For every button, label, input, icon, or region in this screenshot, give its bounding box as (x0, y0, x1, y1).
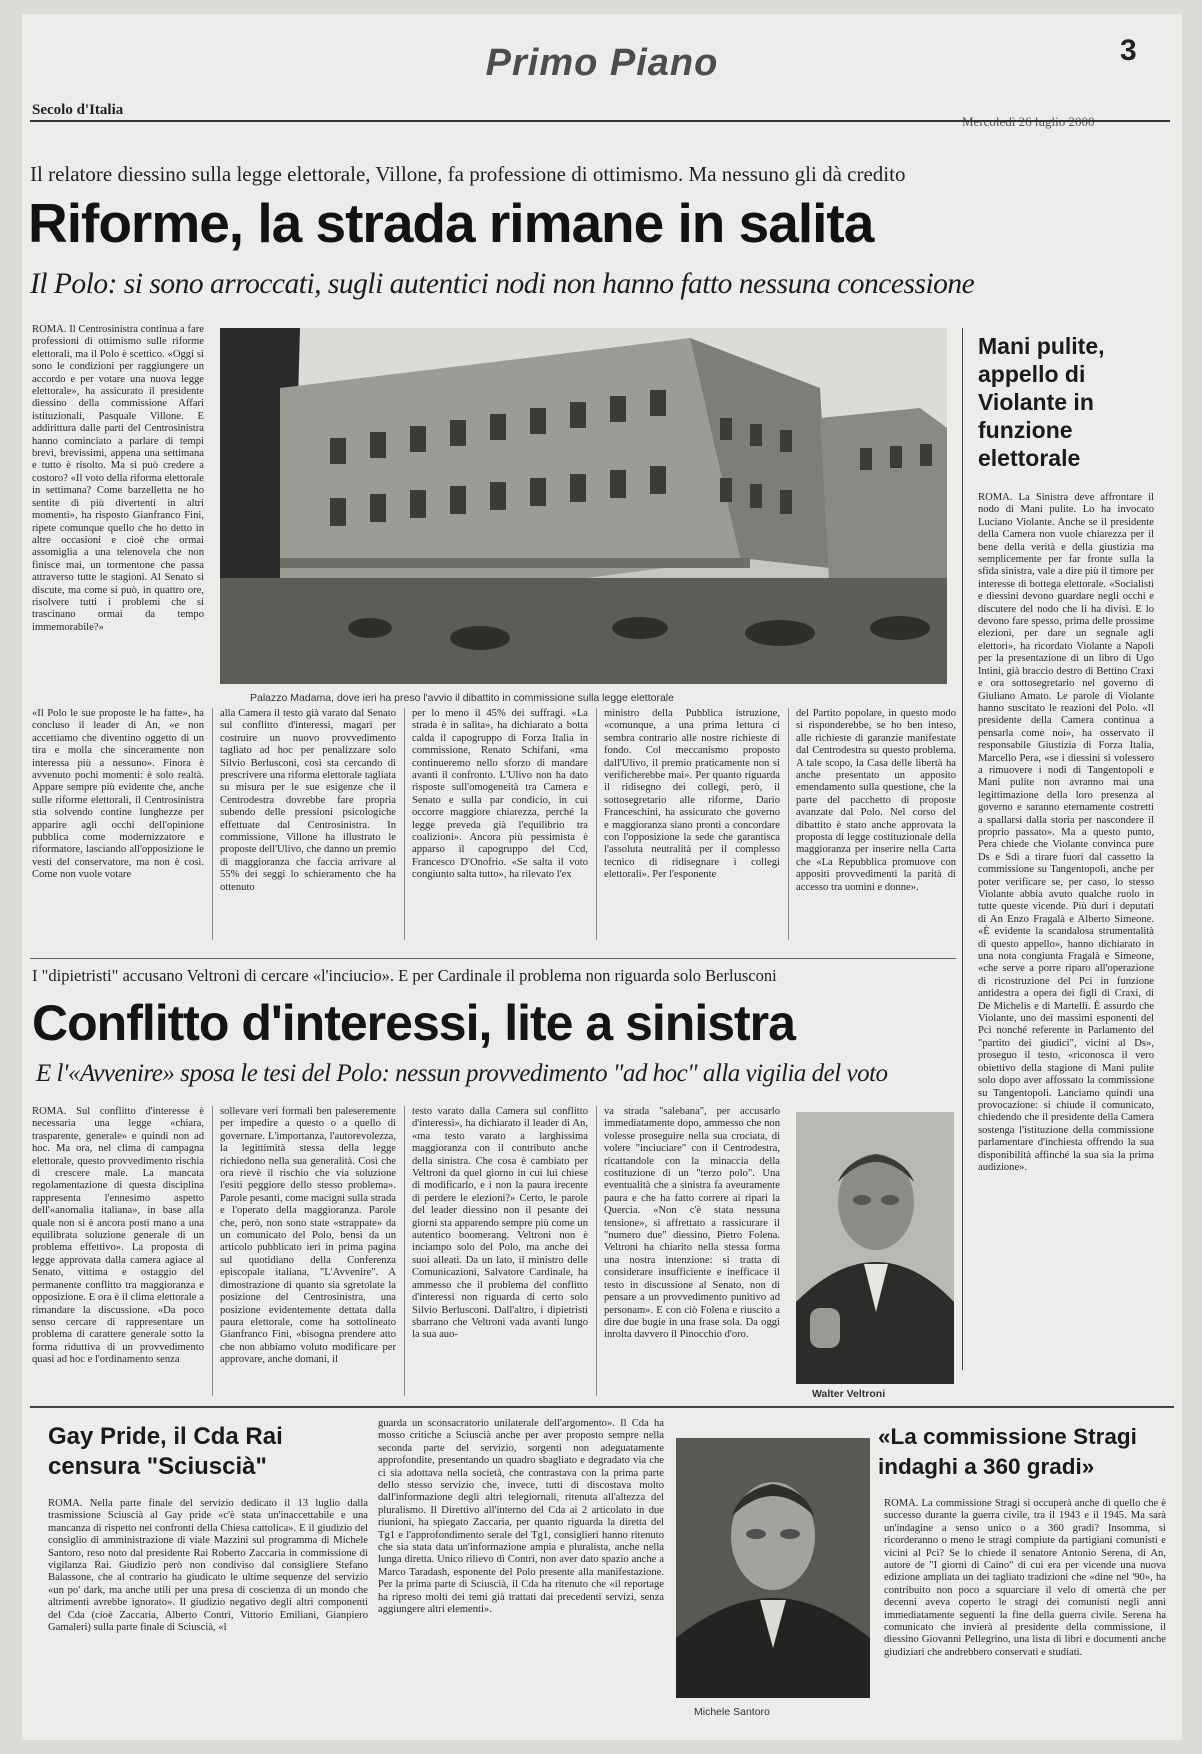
second-kicker: I "dipietristi" accusano Veltroni di cercare «l'inciucio». E per Cardinale il problema non riguarda solo Berlusconi (32, 966, 777, 985)
sidebar-headline: Mani pulite, appello di Violante in funzione elettorale (978, 333, 1105, 471)
second-subhead: E l'«Avvenire» sposa le tesi del Polo: nessun provvedimento "ad hoc" alla vigilia del voto (36, 1060, 888, 1087)
col-divider (212, 708, 213, 940)
col-divider (404, 708, 405, 940)
second-column-3: testo varato dalla Camera sul conflitto d'interessi», ha dichiarato il leader di An, «ma testo varato a larghissima maggioranza con il contributo anche della sinistra. Che cosa è cambiato per Veltroni da quel giorno in cui lui chiese di modificarlo, e i non la paura irecente di perdere le elezioni?» Certo, le parole del leader diessino non il pesante dei giorni sta apparendo sempre più come un autentico boomerang. Veltroni non è inciampo solo del Polo, ma anche dei suoi alleati. Da un lato, il ministro delle Comunicazioni, Salvatore Cardinale, ha ammesso che il problema del conflitto d'interessi non riguarda di certo solo Silvio Berlusconi. Dall'altro, i dipietristi sbarrano che Veltroni vada avanti lungo la sua auo- (412, 1106, 588, 1341)
newspaper-page (22, 14, 1182, 1740)
lead-column-4: ministro della Pubblica istruzione, «comunque, a una prima lettura ci sembra contrario alle nostre richieste di fondo. Col meccanismo proposto dall'Ulivo, il premio praticamente non si verificherebbe mai». Per quanto riguarda il ridisegno dei collegi, però, il sottosegretario alle riforme, Dario Franceschini, ha assicurato che governo e maggioranza siano pronti a concordare con l'opposizione la sede che garantisca l'assoluta neutralità per il complesso tecnico di ridisegnare i collegi elettorali». Per l'esponente (604, 708, 780, 881)
col-divider (788, 708, 789, 940)
lead-column-1: ROMA. Il Centrosinistra continua a fare professioni di ottimismo sulle riforme elettorali, ma il Polo è scettico. «Oggi si sono le condizioni per raggiungere un accordo e per votare una nuova legge elettorale», ha assicurato il presidente diessino della commissione Affari istituzionali, Pasquale Villone. E addirittura dalle parti del Centrosinistra hanno cominciato a parlare di tempi brevi, brevissimi, appena una settimana e tutto è risolto. Ma si può credere a costoro? «Il voto della riforma elettorale in settimana? Come barzelletta ne ho sentite di più divertenti in altri momenti», ha risposto Gianfranco Fini, ripete comunque quello che ho detto in altre occasioni e cioè che ormai assomiglia a una telenovela che non finisce mai, un tormentone che passa attraverso tutte le stagioni. Al Senato si discute, ma come si può, in quattro ore, risolvere tutti i problemi che si trascinano ormai da tempo immemorabile?» (32, 324, 204, 633)
palazzo-madama-image (220, 328, 947, 684)
gay-pride-column-2: guarda un sconsacratorio unilaterale dell'argomento». Il Cda ha mosso critiche a Sciuscià anche per aver proposto sempre nella seconda parte del servizio, sorgenti non adeguatamente approfondite, presentando un quadro sbagliato e degradato via che ci sia adottava nella società, che contrastava con la prima parte dello stesso servizio che, invece, tutti di discostava molto dall'informazione degli altri telegiornali, ritenuta all'altezza del pluralismo. Il Direttivo all'interno del Cda ai 2 articolato in due riunioni, ha spiegato Zaccaria, per quanto riguarda la diretta del Tg1 e l'approfondimento serale del Tg1, consiglieri hanno ritenuto che sia stata data un'informazione ampia e pluralista, anche nella lunga diretta. Unico rilievo di Contri, non aver dato spazio anche a Marco Taradash, esponente del Polo presente alla manifestazione. Per la prima parte di Sciuscià, il Cda ha ritenuto che «il reportage ha ripreso molti dei temi già trattati dai precedenti servizi, senza aggiungere altri elementi». (378, 1418, 664, 1616)
second-column-4: va strada "salebana", per accusarlo immediatamente dopo, ammesso che non volesse proseguire nella sua crociata, di volere "inciuciare" con il Centrodestra, ricattandole con la minaccia della costituzione di un "terzo polo". Una eventualità che a sinistra fa aveuramente paura e che ha fatto correre ai ripari la Quercia. «Non c'è stata nessuna tensione», si affrettato a rassicurare il "numero due" diessino, Pietro Folena. Veltroni ha chiarito nella stessa forma una nostra intenzione: si tratta di considerare insufficiente e inefficace il testo in discussione al Senato, non di pensare a un provvedimento punitivo ad personam». E con ciò Folena e riuscito a dire due bugie in una frase sola. Da oggi inrolta davvero il Pinocchio d'oro. (604, 1106, 780, 1341)
section-rule (30, 958, 956, 959)
gay-pride-column-1: ROMA. Nella parte finale del servizio dedicato il 13 luglio dalla trasmissione Sciuscià al Gay pride «c'è stata un'inaccettabile e una mancanza di rispetto nei confronti della Chiesa cattolica». E il giudizio del consiglio di amministrazione di viale Mazzini sul programma di Michele Santoro, reso noto dal presidente Rai Roberto Zaccaria in commissione di vigilanza Rai. Giudizio però non condiviso dal consigliere Stefano Balassone, che al contrario ha giudicato le ultime sequenze del servizio «un po' dark, ma anche utili per una presa di coscienza di un mondo che altrimenti avrebbe ignorato». Il giudizio negativo degli altri componenti del Cda (cioè Zaccaria, Alberto Contri, Vittorio Emiliani, Gianpiero Gamaleri) sulla parte finale di Sciuscià, «l (48, 1498, 368, 1634)
col-divider (596, 1106, 597, 1396)
col-divider (212, 1106, 213, 1396)
second-column-2: sollevare veri formali ben paleseremente per impedire a questo o a quello di governare. L'importanza, l'autorevolezza, la legittimità stessa della legge richiedono nella sua generalità. Così che ora rievè il rischio che via soluzione l'esiti peggiore dello stesso problema». Parole pesanti, come macigni sulla strada e l'operato della maggioranza. Parole che, però, non sono state «strappate» da un comunicato del Polo, bensì da un articolo pubblicato ieri in prima pagina sul quotidiano della Conferenza episcopale italiana, "L'Avvenire". A dimostrazione di quanto sia sgretolate la posizione del Centrosinistra, una posizione evidentemente dettata dalla paura elettorale, come ha sottolineato Gianfranco Fini, «bisogna prendere atto che non abbiamo voluto modificare per approvare, anche domani, il (220, 1106, 396, 1366)
issue-date (962, 114, 1095, 130)
bottom-rule (30, 1406, 1174, 1408)
second-headline: Conflitto d'interessi, lite a sinistra (32, 995, 795, 1051)
santoro-caption: Michele Santoro (694, 1706, 770, 1718)
page-number: 3 (1120, 34, 1137, 67)
masthead-rule (30, 120, 1170, 122)
lead-column-5: del Partito popolare, in questo modo si risponderebbe, se ho ben inteso, alle richieste di garanzie manifestate dal Centrodestra su questo problema. A tale scopo, la Casa delle libertà ha anche presentato un apposito emendamento sulla questione, che la parte del pacchetto di proposte avanzate dal Polo. Nel corso del dibattito è stato anche approvata la proposta di legge costituzionale della maggioranza per inserire nella Carta che «La Repubblica promuove con appositi provvedimenti la parità di accesso tra uomini e donne». (796, 708, 956, 893)
lead-column-3: per lo meno il 45% dei suffragi. «La strada è in salita», ha dichiarato a botta calda il capogruppo di Forza Italia in commissione, Renato Schifani, «ma continueremo nello sforzo di mandare avanti il confronto. L'Ulivo non ha dato risposte sull'omogeneità tra Camera e Senato e sulla par condicio, in cui occorre maggiore chiarezza, perché la legge preveda già l'equilibrio tra coalizioni». Ancora più pessimista è apparso il capogruppo del Ccd, Francesco D'Onofrio. «Se salta il voto congiunto salta tutto», ha rilevato l'ex (412, 708, 588, 881)
second-column-1: ROMA. Sul conflitto d'interesse è necessaria una legge «chiara, trasparente, generale» e quindi non ad hoc. Ma ora, nel clima di campagna elettorale, questo provvedimento rischia di crescere male. La mancata regolamentazione di questa disciplina rappresenta l'ennesimo aspetto dell'«anomalia italiana», in base alla quale non si è ancora posti mano a una equilibrata soluzione generale di un problema effettivo». La proposta di legge approvata dalla camera agiace al Senato, vittima e ostaggio del permanente conflitto tra maggioranza e opposizione. E ora è il clima elettorale a rimandare la discussione. «Da poco senso cercare di rappresentare un problema di carattere generale sotto la forma riduttiva di un provvedimento quasi ad hoc e l'ordinamento senza (32, 1106, 204, 1366)
col-divider (596, 708, 597, 940)
stragi-body: ROMA. La commissione Stragi si occuperà anche di quello che è successo durante la guerra civile, tra il 1943 e il 1945. Ma sarà un'indagine a senso unico o a 360 gradi? Insomma, si ricorderanno o meno le stragi compiute da partigiani comunisti e vicini al Pci? Se lo chiede il senatore Antonio Serena, di An, autore de "I giorni di Caino" di cui era per vicende una nuova edizione ampliata un dei tagliato tradizioni che «dine nel '90», ha contribuito non poco a squarciare il velo di omertà che per decenni aveva coperto le stragi dei comunisti negli anni immediatamente seguenti la fine della guerra civile. Serena ha comunicato che invierà al presidente della commissione, il diessino Giovanni Pellegrino, una lista di libri e documenti anche giudiziari che andrebbero conservati e studiati. (884, 1498, 1166, 1658)
section-title: Primo Piano (485, 42, 719, 84)
lead-column-2: alla Camera il testo già varato dal Senato sul conflitto d'interessi, magari per costruire un nuovo provvedimento tagliato ad hoc per penalizzare solo Silvio Berlusconi, così sta cercando di prescrivere una riforma elettorale tagliata su misura per le sue esigenze che il Centrodestra dovrebbe fare propria subendo delle pressioni psicologiche effettuate dal Centrosinistra. In commissione, Villone ha illustrato le proposte dell'Ulivo, che danno un premio di maggioranza che faccia arrivare al 55% dei seggi lo schieramento che ha ottenuto (220, 708, 396, 893)
lead-column-1b: «Il Polo le sue proposte le ha fatte», ha concluso il leader di An, «e non accettiamo che diventino oggetto di un tira e molla che sinceramente non interessa più a nessuno». Finora è avvenuto pochi momenti: è solo realtà. Appare sempre più evidente che, anche sulle riforme elettorali, il Centrosinistra stia solvendo contine lunghezze per apparire agli occhi dell'opinione pubblica come modernizzatore e riformatore, lasciando all'opposizione le vesti del conservatore, ma non è così. Come non vuole votare (32, 708, 204, 881)
palazzo-madama-caption: Palazzo Madama, dove ieri ha preso l'avvio il dibattito in commissione sulla legge elettorale (250, 692, 674, 704)
lead-kicker: Il relatore diessino sulla legge elettorale, Villone, fa professione di ottimismo. Ma nessuno gli dà credito (30, 162, 906, 186)
veltroni-portrait (796, 1112, 954, 1384)
lead-subhead: Il Polo: si sono arroccati, sugli autentici nodi non hanno fatto nessuna concessione (30, 268, 975, 300)
sidebar-divider (962, 328, 963, 1370)
stragi-headline: «La commissione Stragi indaghi a 360 gradi» (878, 1424, 1137, 1479)
santoro-photo (676, 1438, 870, 1698)
santoro-portrait (676, 1438, 870, 1698)
lead-headline: Riforme, la strada rimane in salita (28, 192, 874, 254)
newspaper-name: Secolo d'Italia (32, 102, 124, 118)
col-divider (404, 1106, 405, 1396)
palazzo-madama-photo (220, 328, 947, 684)
sidebar-body: ROMA. La Sinistra deve affrontare il nodo di Mani pulite. Lo ha invocato Luciano Violante. Anche se il presidente della Camera non vuole chiarezza per il bene della verità e della giustizia ma semplicemente per far fronte sulla la sfida sinistra, vale a dire più il timore per interesse di bottega elettorale. «Socialisti e diessini devono guardare negli occhi e discutere del nodo che li ha divisi. E lo devono fare spesso, prima delle prossime elezioni, per dare un segnale agli elettori», ha ricordato Violante a Napoli per la presentazione di un libro di Ugo Intini, già braccio destro di Bettino Craxi e ora sottosegretario nel governo di Giuliano Amato. Le parole di Violante hanno suscitato le reazioni del Polo. «Il presidente della Camera continua a pensarla come noi», ha osservato il responsabile Giustizia di Forza Italia, Marcello Pera, «se i diessini si volessero a rimuovere i nodi di Tangentopoli e Mani pulite non avranno mai una legittimazione della loro presenza al governo e saranno eternamente costretti a spallarsi dalla storia per nascondere il proprio passato». Ma a questo punto, Pera chiede che Violante convinca pure Ds e Sdi a tirare fuori dal cassetto la commissione su Tangentopoli, anche per poter verificare se, per caso, lo stesso Violante abbia avuto qualche ruolo in tutte queste vicende. Più duri i deputati di An Enzo Fragalà e Alberto Simeone. «È evidente la scandalosa strumentalità di questo appello», hanno dichiarato in una nota congiunta Fragalà e Simeone, «che serve a porre riparo all'operazione di ricostruzione del Pci in funzione antidestra a opera dei figli di Craxi, di De Michelis e di Martelli. È assurdo che Violante, uno dei massimi esponenti del Pci nonché referente in Parlamento del "partito dei giudici", vicini al Ds», proseguo il testo, «riconosca il vero obiettivo della stagione di Mani pulite solo dopo aver affossato la commissione su Tangentopoli. Lanciamo quindi una provocazione: si chiude il comunicato, chiedendo che il presidente della Camera sostenga l'istituzione della commissione parlamentare d'inchiesta offrendo la sua disponibilità affinché la sua sia la prima audizione». (978, 492, 1154, 1173)
veltroni-photo (796, 1112, 954, 1384)
veltroni-caption: Walter Veltroni (812, 1388, 886, 1400)
gay-pride-headline: Gay Pride, il Cda Rai censura "Sciuscià" (48, 1423, 283, 1480)
